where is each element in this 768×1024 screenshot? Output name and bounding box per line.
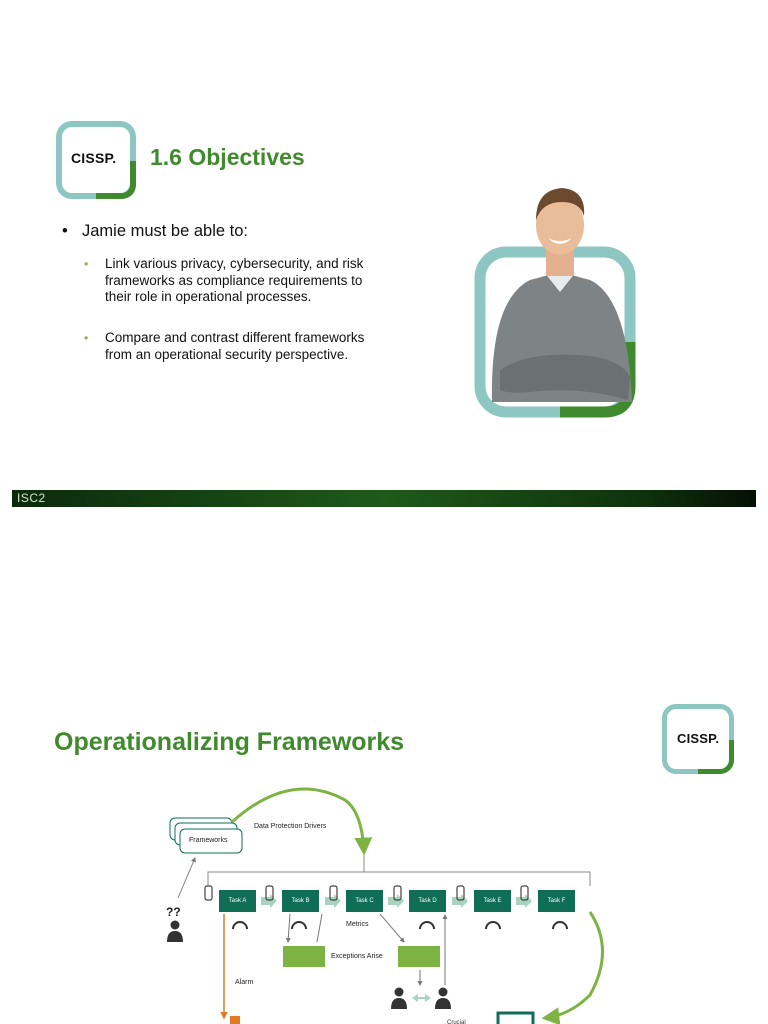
logo-text: CISSP. [71,150,117,166]
metrics-label: Metrics [346,921,369,928]
exceptions-label: Exceptions Arise [331,953,383,960]
slide-title: Operationalizing Frameworks [54,728,405,756]
cissp-logo [662,704,738,780]
footer-bar [12,490,756,507]
sub-bullet-dot: • [84,331,89,345]
bullet-dot: • [62,222,68,240]
framework-diagram [0,780,768,1024]
exception-box-right [398,946,440,967]
sub-bullet-dot: • [84,257,89,271]
frameworks-label: Frameworks [189,837,228,844]
slide-title: 1.6 Objectives [150,144,305,170]
exception-box-left [283,946,325,967]
alarm-icon [230,1016,240,1024]
unknown-label: ?? [166,905,181,919]
drivers-label: Data Protection Drivers [254,823,327,830]
footer-brand: ISC2 [17,491,46,505]
svg-text:Crucial: Crucial [447,1020,466,1024]
bullet-main [62,222,248,241]
sub-bullet-text: Compare and contrast different frameworks from an operational security perspective. [105,330,365,362]
sub-bullet-1 [84,256,374,306]
drivers-curve [232,789,364,852]
sub-bullet-2 [84,330,374,363]
alarm-label: Alarm [235,979,254,986]
bullet-main-text: Jamie must be able to: [82,222,248,240]
document-icon [498,1013,533,1024]
logo-accent [96,161,136,199]
task-bracket [208,872,590,886]
jamie-portrait [470,180,650,420]
person-unknown-head [171,921,180,930]
task-c: Task C [346,890,383,912]
logo-text: CISSP. [677,731,720,746]
gauge-icons [233,922,567,929]
task-f: Task F [538,890,575,912]
person-unknown-body [167,931,183,942]
exchange-arrow [412,994,431,1002]
cissp-logo [56,121,132,197]
task-e: Task E [474,890,511,912]
question-arrow [178,858,195,898]
task-b: Task B [282,890,319,912]
task-a: Task A [219,890,256,912]
sub-bullet-text: Link various privacy, cybersecurity, and risk frameworks as compliance requirements to their role in operational processes. [105,256,364,304]
task-d: Task D [409,890,446,912]
